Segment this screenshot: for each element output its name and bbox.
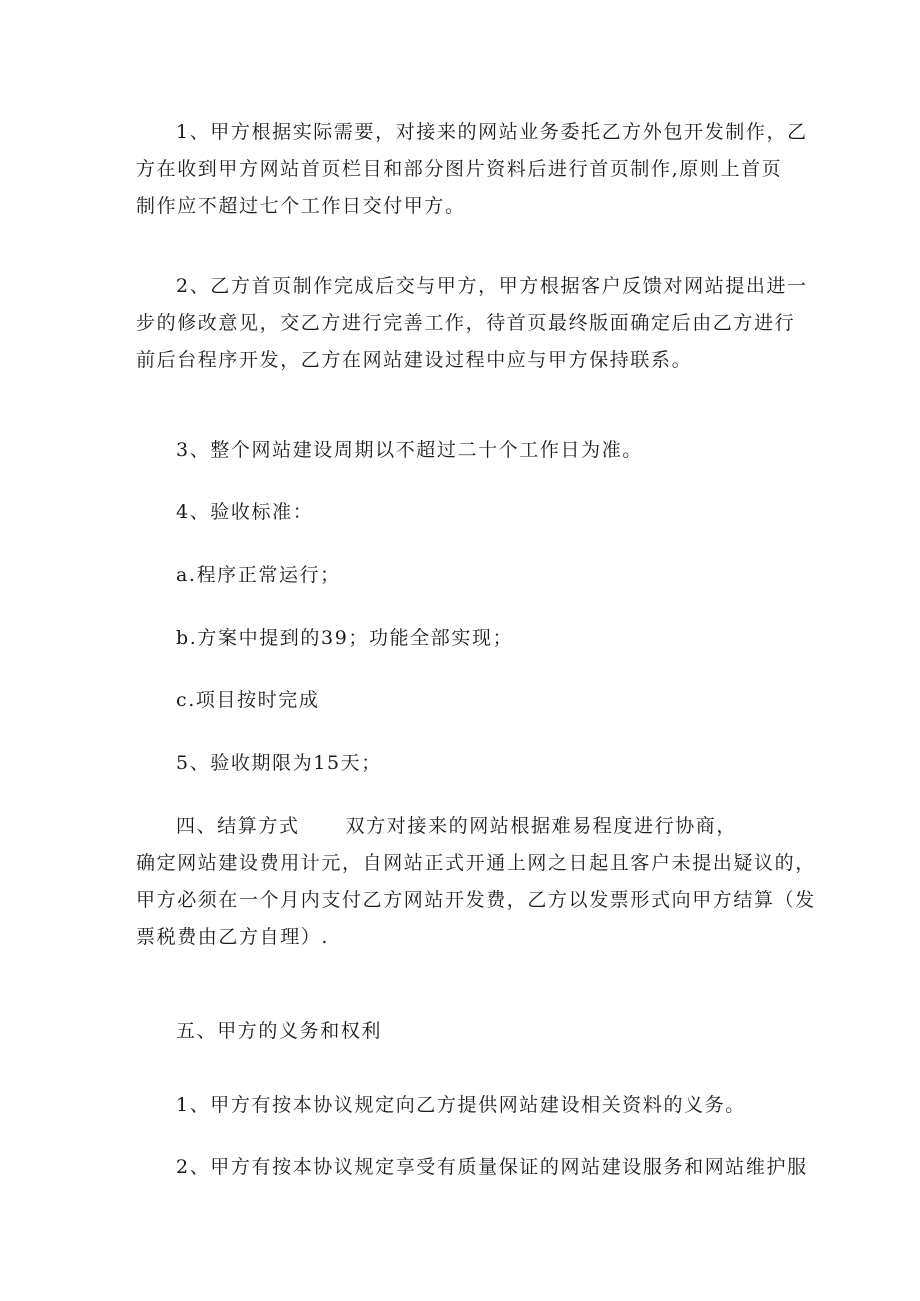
paragraph-line: 制作应不超过七个工作日交付甲方。 <box>136 195 466 217</box>
paragraph-12 <box>136 1149 808 1186</box>
paragraph-11 <box>136 1087 788 1124</box>
paragraph-line: 双方对接来的网站根据难易程度进行协商， <box>345 815 738 837</box>
paragraph-line: 五、甲方的义务和权利 <box>176 1020 383 1042</box>
section-heading: 四、结算方式 <box>176 815 300 837</box>
paragraph-first-line <box>136 808 788 845</box>
paragraph-8 <box>136 745 788 782</box>
paragraph-9 <box>136 808 816 956</box>
paragraph-line: c.项目按时完成 <box>176 689 320 711</box>
paragraph-line: 甲方必须在一个月内支付乙方网站开发费，乙方以发票形式向甲方结算（发 <box>136 889 816 911</box>
paragraph-line: b.方案中提到的39；功能全部实现； <box>176 627 514 649</box>
paragraph-10 <box>136 1013 788 1050</box>
paragraph-line: 2、乙方首页制作完成后交与甲方，甲方根据客户反馈对网站提出进一 <box>176 275 808 297</box>
paragraph-7 <box>136 682 788 719</box>
paragraph-line: 2、甲方有按本协议规定享受有质量保证的网站建设服务和网站维护服 <box>176 1156 808 1178</box>
paragraph-line: 5、验收期限为15天； <box>176 752 382 774</box>
paragraph-2 <box>136 268 808 379</box>
paragraph-1 <box>136 114 808 225</box>
paragraph-line: 票税费由乙方自理）. <box>136 926 330 948</box>
paragraph-line: 4、验收标准： <box>176 501 314 523</box>
paragraph-line: 1、甲方根据实际需要，对接来的网站业务委托乙方外包开发制作，乙 <box>176 121 808 143</box>
paragraph-line: 前后台程序开发，乙方在网站建设过程中应与甲方保持联系。 <box>136 349 693 371</box>
paragraph-5 <box>136 557 788 594</box>
paragraph-line: 步的修改意见，交乙方进行完善工作，待首页最终版面确定后由乙方进行 <box>136 312 796 334</box>
paragraph-3 <box>136 432 788 469</box>
paragraph-line: 确定网站建设费用计元，自网站正式开通上网之日起且客户未提出疑议的， <box>136 852 816 874</box>
paragraph-line: 3、整个网站建设周期以不超过二十个工作日为准。 <box>176 439 643 461</box>
paragraph-line: a.程序正常运行； <box>176 564 341 586</box>
paragraph-line: 1、甲方有按本协议规定向乙方提供网站建设相关资料的义务。 <box>176 1094 746 1116</box>
paragraph-line: 方在收到甲方网站首页栏目和部分图片资料后进行首页制作,原则上首页 <box>136 158 783 180</box>
paragraph-6 <box>136 620 788 657</box>
paragraph-4 <box>136 494 788 531</box>
